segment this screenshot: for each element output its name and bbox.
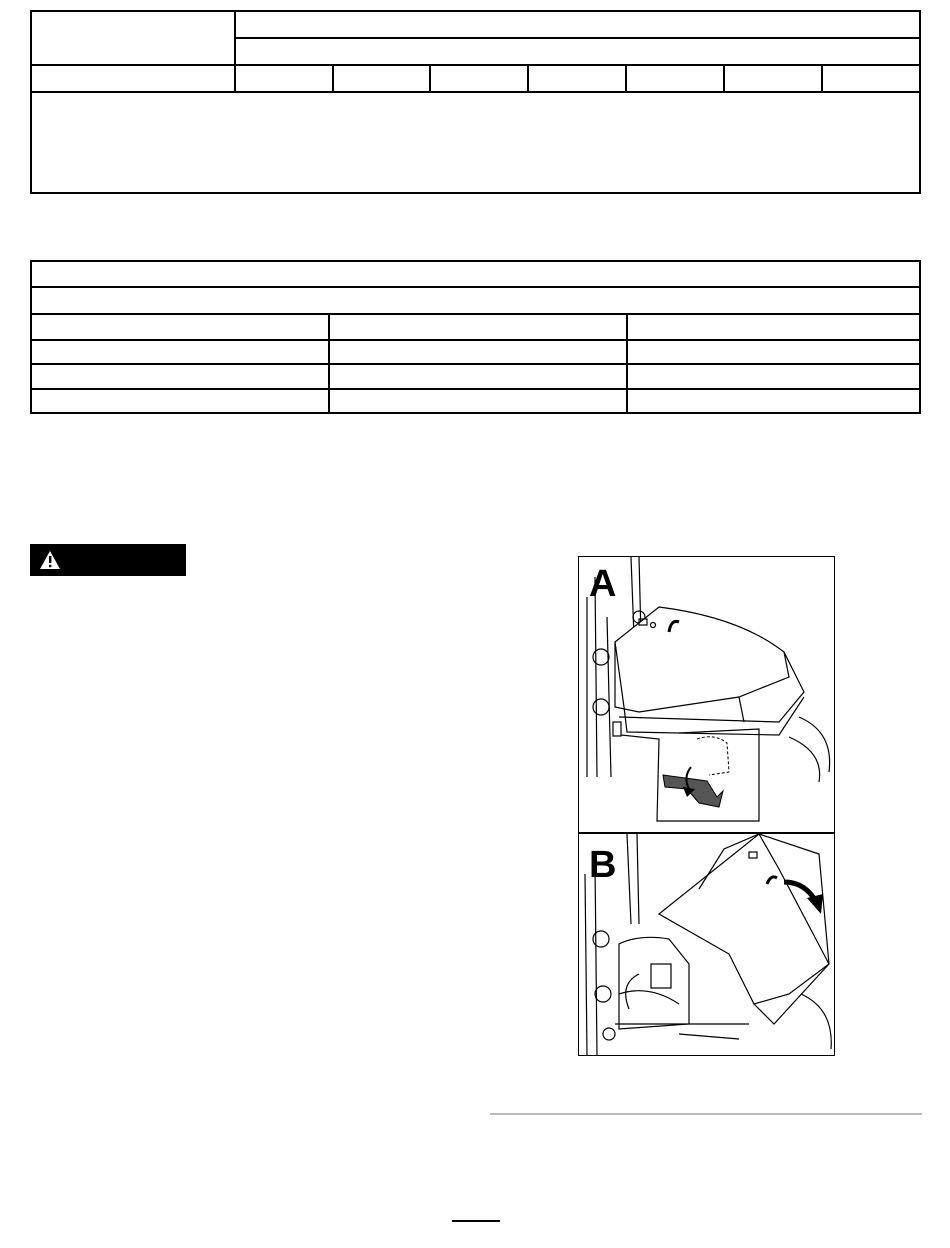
spec-table-1 [30, 10, 921, 194]
figure-panel-b [579, 834, 834, 1055]
section-divider [490, 1113, 922, 1115]
table-1-cell [528, 65, 626, 92]
hood-open-illustration [579, 834, 834, 1055]
table-1-header-cell [31, 11, 235, 65]
hood-figure [578, 556, 835, 1056]
table-2-cell [329, 364, 627, 388]
table-1-notes-cell [31, 92, 920, 193]
table-1-cell [31, 65, 235, 92]
warning-triangle-icon [39, 550, 61, 570]
page-number-rule [452, 1220, 500, 1222]
panel-label-a: A [589, 563, 617, 605]
table-2-cell [31, 389, 329, 413]
table-1-cell [724, 65, 822, 92]
latch-release-icon [663, 737, 729, 807]
table-2-cell [329, 389, 627, 413]
table-2-cell [31, 340, 329, 364]
figure-panel-a [579, 557, 834, 834]
table-1-header-cell [235, 38, 920, 65]
table-1-cell [333, 65, 431, 92]
table-1-cell [430, 65, 528, 92]
table-2-cell [627, 389, 920, 413]
table-1-cell [235, 65, 333, 92]
hood-closed-illustration [579, 557, 834, 832]
table-2-header-cell [329, 314, 627, 340]
table-2-cell [627, 340, 920, 364]
table-2-cell [31, 364, 329, 388]
table-2-subtitle-cell [31, 287, 920, 313]
table-2-cell [627, 364, 920, 388]
spec-table-2 [30, 260, 921, 414]
table-2-header-cell [31, 314, 329, 340]
table-1-header-cell [235, 11, 920, 38]
table-2-title-cell [31, 261, 920, 287]
table-2-cell [329, 340, 627, 364]
table-1-cell [626, 65, 724, 92]
table-2-header-cell [627, 314, 920, 340]
table-1-cell [822, 65, 920, 92]
panel-label-b: B [589, 844, 617, 886]
warning-banner [30, 544, 186, 576]
